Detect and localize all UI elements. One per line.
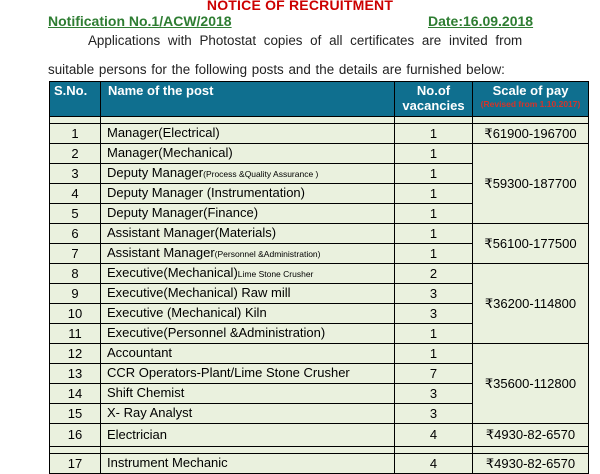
spacer-row [50, 447, 589, 454]
row-vacancies: 2 [395, 264, 473, 284]
table-row [50, 424, 589, 447]
row-vacancies: 1 [395, 204, 473, 224]
row-post-name: Instrument Mechanic [101, 454, 395, 474]
row-sno: 17 [50, 454, 101, 474]
row-post-name: Executive(Mechanical) Raw mill [101, 284, 395, 304]
row-vacancies: 1 [395, 184, 473, 204]
row-pay-scale: ₹56100-177500 [473, 224, 589, 264]
row-post-name: Deputy Manager(Process &Quality Assurance ) [101, 164, 395, 184]
row-post-name: Assistant Manager(Materials) [101, 224, 395, 244]
col-header-post-name: Name of the post [101, 82, 395, 117]
row-vacancies: 4 [395, 424, 473, 447]
row-sno: 15 [50, 404, 101, 424]
row-pay-scale: ₹35600-112800 [473, 344, 589, 424]
pay-scale-label: Scale of pay [492, 83, 569, 98]
row-vacancies: 1 [395, 324, 473, 344]
row-pay-scale: ₹36200-114800 [473, 264, 589, 344]
row-post-name: Shift Chemist [101, 384, 395, 404]
row-post-name: Executive(Mechanical)Lime Stone Crusher [101, 264, 395, 284]
table-row [50, 454, 589, 474]
intro-line-2: suitable persons for the following posts and the details are furnished below: [48, 62, 505, 77]
row-sno: 2 [50, 144, 101, 164]
table-header-row [50, 82, 589, 117]
row-sno: 4 [50, 184, 101, 204]
row-post-name: Electrician [101, 424, 395, 447]
row-vacancies: 7 [395, 364, 473, 384]
row-sno: 16 [50, 424, 101, 447]
row-post-name: X- Ray Analyst [101, 404, 395, 424]
table-row [50, 144, 589, 164]
spacer-row [50, 117, 589, 124]
row-sno: 1 [50, 124, 101, 144]
row-sno: 3 [50, 164, 101, 184]
row-sno: 9 [50, 284, 101, 304]
row-post-name: Assistant Manager(Personnel &Administration) [101, 244, 395, 264]
row-sno: 14 [50, 384, 101, 404]
row-vacancies: 1 [395, 344, 473, 364]
row-pay-scale: ₹59300-187700 [473, 144, 589, 224]
table-row [50, 344, 589, 364]
notification-date: Date:16.09.2018 [428, 13, 534, 29]
row-vacancies: 1 [395, 164, 473, 184]
pay-scale-revision-note: (Revised from 1.10.2017) [480, 99, 581, 109]
intro-line-1: Applications with Photostat copies of all certificates are invited from [88, 33, 523, 48]
row-post-name: Executive(Personnel &Administration) [101, 324, 395, 344]
row-post-name: Executive (Mechanical) Kiln [101, 304, 395, 324]
row-post-name: Deputy Manager (Instrumentation) [101, 184, 395, 204]
row-pay-scale: ₹4930-82-6570 [473, 454, 589, 474]
row-sno: 8 [50, 264, 101, 284]
row-pay-scale: ₹61900-196700 [473, 124, 589, 144]
table-row [50, 224, 589, 244]
row-vacancies: 3 [395, 384, 473, 404]
row-vacancies: 1 [395, 124, 473, 144]
row-vacancies: 3 [395, 284, 473, 304]
recruitment-table [49, 81, 589, 474]
table-row [50, 124, 589, 144]
row-post-name: Accountant [101, 344, 395, 364]
row-post-name: Deputy Manager(Finance) [101, 204, 395, 224]
row-sno: 5 [50, 204, 101, 224]
row-vacancies: 3 [395, 404, 473, 424]
row-vacancies: 3 [395, 304, 473, 324]
row-sno: 7 [50, 244, 101, 264]
row-sno: 12 [50, 344, 101, 364]
row-vacancies: 1 [395, 244, 473, 264]
notification-number: Notification No.1/ACW/2018 [48, 13, 232, 29]
row-post-name: CCR Operators-Plant/Lime Stone Crusher [101, 364, 395, 384]
row-sno: 11 [50, 324, 101, 344]
col-header-vacancies: No.of vacancies [395, 82, 473, 117]
row-vacancies: 1 [395, 144, 473, 164]
row-post-name: Manager(Mechanical) [101, 144, 395, 164]
col-header-sno: S.No. [50, 82, 101, 117]
page-title: NOTICE OF RECRUITMENT [206, 0, 394, 13]
col-header-pay-scale [473, 82, 589, 117]
row-sno: 13 [50, 364, 101, 384]
row-sno: 10 [50, 304, 101, 324]
row-vacancies: 1 [395, 224, 473, 244]
row-vacancies: 4 [395, 454, 473, 474]
row-pay-scale: ₹4930-82-6570 [473, 424, 589, 447]
table-row [50, 264, 589, 284]
row-post-name: Manager(Electrical) [101, 124, 395, 144]
row-sno: 6 [50, 224, 101, 244]
